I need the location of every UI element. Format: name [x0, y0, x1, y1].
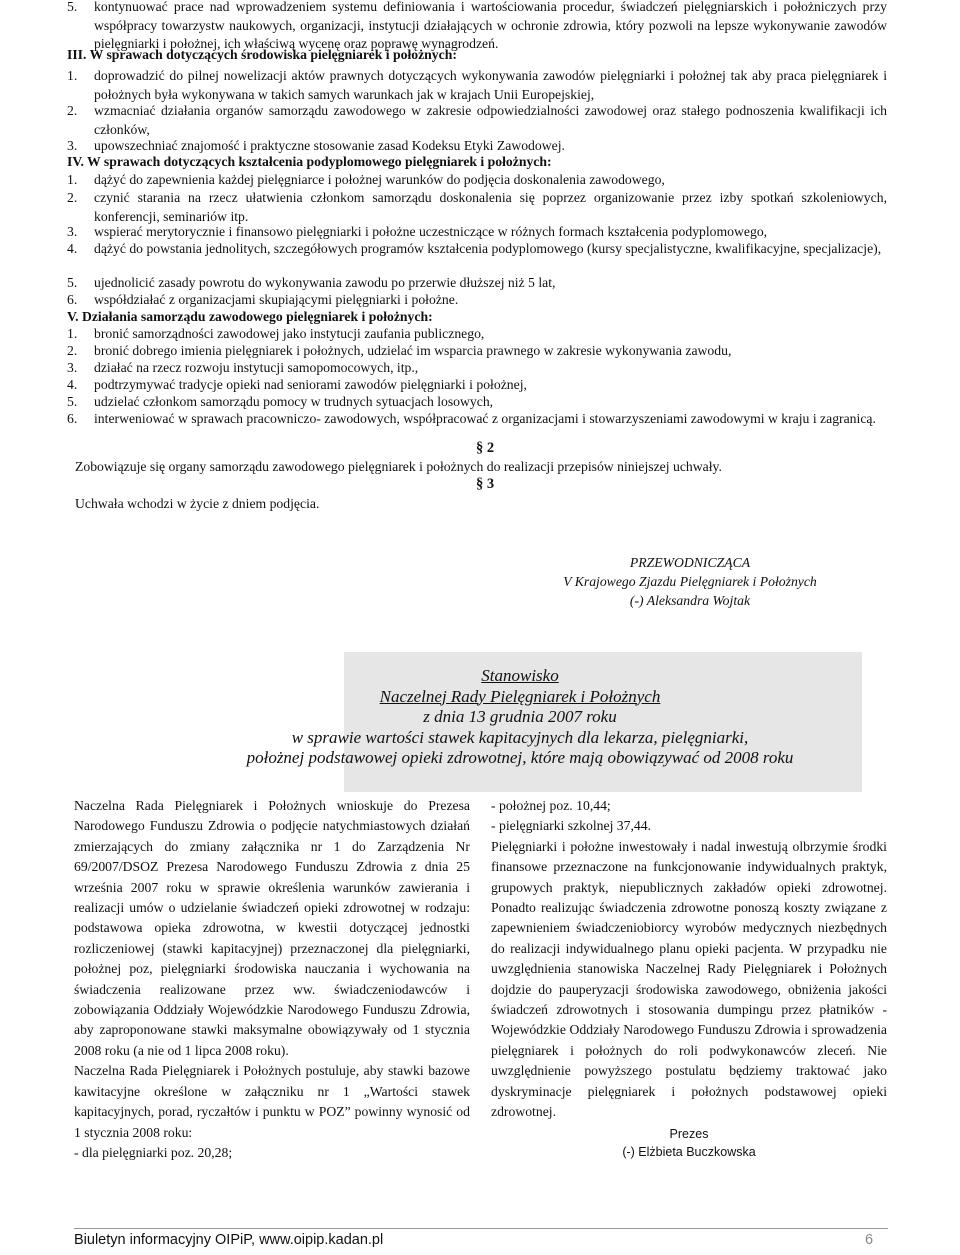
- list-item: 5. udzielać członkom samorządu pomocy w trudnych sytuacjach losowych,: [67, 394, 494, 409]
- left-paragraph-1: Naczelna Rada Pielęgniarek i Położnych wnioskuje do Prezesa Narodowego Funduszu Zdrowia o podjęcie natychmiastowych działań zmierzających do zmiany załącznika nr 1 do Zarządzenia Nr 69/2007/DSOZ Prezesa Narodowego Funduszu Zdrowia z dnia 25 września 2007 roku w sprawie określenia warunków zawierania i realizacji umów o udzielanie świadczeń opieki zdrowotnej w rodzaju: podstawowa opieka zdrowotna, w kwestii dotyczącej jednostki rozliczeniowej (stawki kapitacyjnej) przeznaczonej dla pielęgniarki, położnej poz, pielęgniarki środowiska nauczania i wychowania na świadczenia realizowane przez ww. świadczeniodawców i zobowiązania Oddziały Wojewódzkie Narodowego Funduszu Zdrowia, aby zaproponowane stawki maksymalne obowiązywały od 1 stycznia 2008 roku (a nie od 1 lipca 2008 roku).: [74, 798, 470, 1058]
- signature-title: PRZEWODNICZĄCA: [629, 555, 751, 570]
- section-heading-5: V. Działania samorządu zawodowego pielęgniarek i położnych:: [67, 309, 433, 324]
- list-item: 3. wspierać merytorycznie i finansowo pielęgniarki i położne uczestniczące w różnych formach kształcenia podyplomowego,: [67, 224, 768, 239]
- list-item: 6. współdziałać z organizacjami skupiającymi pielęgniarki i położne.: [67, 292, 459, 307]
- list-item: 2. wzmacniać działania organów samorządu zawodowego w zakresie odpowiedzialności zawodowej oraz stałego podnoszenia kwalifikacji ich członków,: [67, 103, 887, 137]
- left-paragraph-3: - dla pielęgniarki poz. 20,28;: [74, 1144, 233, 1160]
- position-banner: [200, 666, 840, 769]
- banner-title: Stanowisko: [481, 666, 559, 685]
- right-line-2: - pielęgniarki szkolnej 37,44.: [491, 818, 652, 834]
- section-heading-3: III. W sprawach dotyczących środowiska pielęgniarek i położnych:: [67, 47, 457, 62]
- president-title: Prezes: [669, 1126, 709, 1141]
- list-item: 3. upowszechniać znajomość i praktyczne stosowanie zasad Kodeksu Etyki Zawodowej.: [67, 138, 565, 153]
- page-number: 6: [865, 1232, 874, 1248]
- left-column: [74, 796, 470, 1163]
- footer-divider: [74, 1228, 888, 1229]
- banner-date: z dnia 13 grudnia 2007 roku: [423, 707, 617, 726]
- list-item: 2. bronić dobrego imienia pielęgniarek i położnych, udzielać im wsparcia prawnego w zakresie wykonywania zawodu,: [67, 343, 732, 358]
- right-paragraph-1: Pielęgniarki i położne inwestowały i nadal inwestują olbrzymie środki finansowe przeznaczone na funkcjonowanie indywidualnych praktyk, grupowych praktyk, niepublicznych zakładów opieki zdrowotnej. Ponadto realizując świadczenia zdrowotne ponoszą koszty związane z zapewnieniem świadczeniobiorcy wyrobów medycznych niezbędnych do realizacji indywidualnego planu opieki pacjenta. W przypadku nie uwzględnienia stanowiska Naczelnej Rady Pielęgniarek i Położnych dojdzie do pauperyzacji środowiska zawodowego, obniżenia jakości świadczeń zdrowotnych i stosowania dumpingu przez płatników - Wojewódzkie Oddziały Narodowego Funduszu Zdrowia i sprowadzenia pielęgniarek i położnych do roli podwykonawców zleceń. Nie uwzględnienie powyższego postulatu będziemy traktować jako dyskryminacje pielęgniarek i położnych podstawowej opieki zdrowotnej.: [491, 838, 887, 1120]
- left-paragraph-2: Naczelna Rada Pielęgniarek i Położnych postuluje, aby stawki bazowe kawitacyjne określone w załączniku nr 1 „Wartości stawek kapitacyjnych, porad, ryczałtów i punktu w POZ” powinny wynosić od 1 stycznia 2008 roku:: [74, 1063, 470, 1140]
- president-name: (-) Elżbieta Buczkowska: [622, 1144, 756, 1159]
- list-item: 1. doprowadzić do pilnej nowelizacji aktów prawnych dotyczących wykonywania zawodów pielęgniarki i położnej tak aby praca pielęgniarek i położnych była wykonywana w takich samych warunkach jak w krajach Unii Europejskiej,: [67, 68, 887, 102]
- list-item: 6. interweniować w sprawach pracowniczo- zawodowych, współpracować z organizacjami i stowarzyszeniami zawodowymi w kraju i zagranicą.: [67, 411, 876, 426]
- right-line-1: - położnej poz. 10,44;: [491, 798, 611, 813]
- list-item: 3. działać na rzecz rozwoju instytucji samopomocowych, itp.,: [67, 360, 419, 375]
- right-column: [491, 796, 887, 1161]
- list-item: 1. bronić samorządności zawodowej jako instytucji zaufania publicznego,: [67, 326, 485, 341]
- section-heading-4: IV. W sprawach dotyczących kształcenia podyplomowego pielęgniarek i położnych:: [67, 154, 552, 169]
- paragraph-3-text: Uchwała wchodzi w życie z dniem podjęcia.: [75, 496, 320, 511]
- list-item: 5. ujednolicić zasady powrotu do wykonywania zawodu po przerwie dłuższej niż 5 lat,: [67, 275, 556, 290]
- list-item: 1. dążyć do zapewnienia każdej pielęgniarce i położnej warunków do podjęcia doskonalenia zawodowego,: [67, 172, 665, 187]
- list-item: 4. podtrzymywać tradycje opieki nad seniorami zawodów pielęgniarki i położnej,: [67, 377, 527, 392]
- president-signature: [491, 1125, 887, 1161]
- paragraph-mark-3: § 3: [475, 476, 495, 492]
- footer-bulletin: Biuletyn informacyjny OIPiP, www.oipip.kadan.pl: [74, 1232, 384, 1248]
- banner-subject-1: w sprawie wartości stawek kapitacyjnych dla lekarza, pielęgniarki,: [291, 727, 749, 747]
- signature-name: (-) Aleksandra Wojtak: [629, 593, 751, 608]
- paragraph-mark-2: § 2: [475, 440, 495, 456]
- paragraph-2-text: Zobowiązuje się organy samorządu zawodowego pielęgniarek i położnych do realizacji przepisów niniejszej uchwały.: [75, 459, 722, 474]
- chairwoman-signature: [540, 553, 840, 610]
- banner-subject-2: położnej podstawowej opieki zdrowotnej, które mają obowiązywać od 2008 roku: [246, 748, 794, 767]
- list-item: 2. czynić starania na rzecz ułatwienia członkom samorządu doskonalenia się poprzez organizowanie przez izby spotkań szkoleniowych, konferencji, seminariów itp.: [67, 190, 887, 224]
- signature-role: V Krajowego Zjazdu Pielęgniarek i Położnych: [563, 574, 817, 589]
- list-item: 4. dążyć do powstania jednolitych, szczegółowych programów kształcenia podyplomowego (kursy specjalistyczne, kwalifikacyjne, specjalizacje),: [67, 241, 882, 256]
- banner-council: Naczelnej Rady Pielęgniarek i Położnych: [379, 686, 661, 706]
- list-item: 5. kontynuować prace nad wprowadzeniem systemu definiowania i wartościowania procedur, świadczeń pielęgniarskich i położniczych przy współpracy towarzystw naukowych, organizacji, instytucji działających w ochronie zdrowia, który pozwoli na lepsze wykonywanie zawodów pielęgniarki i położnej, ich właściwą wycenę oraz poprawę wynagrodzeń.: [67, 0, 887, 52]
